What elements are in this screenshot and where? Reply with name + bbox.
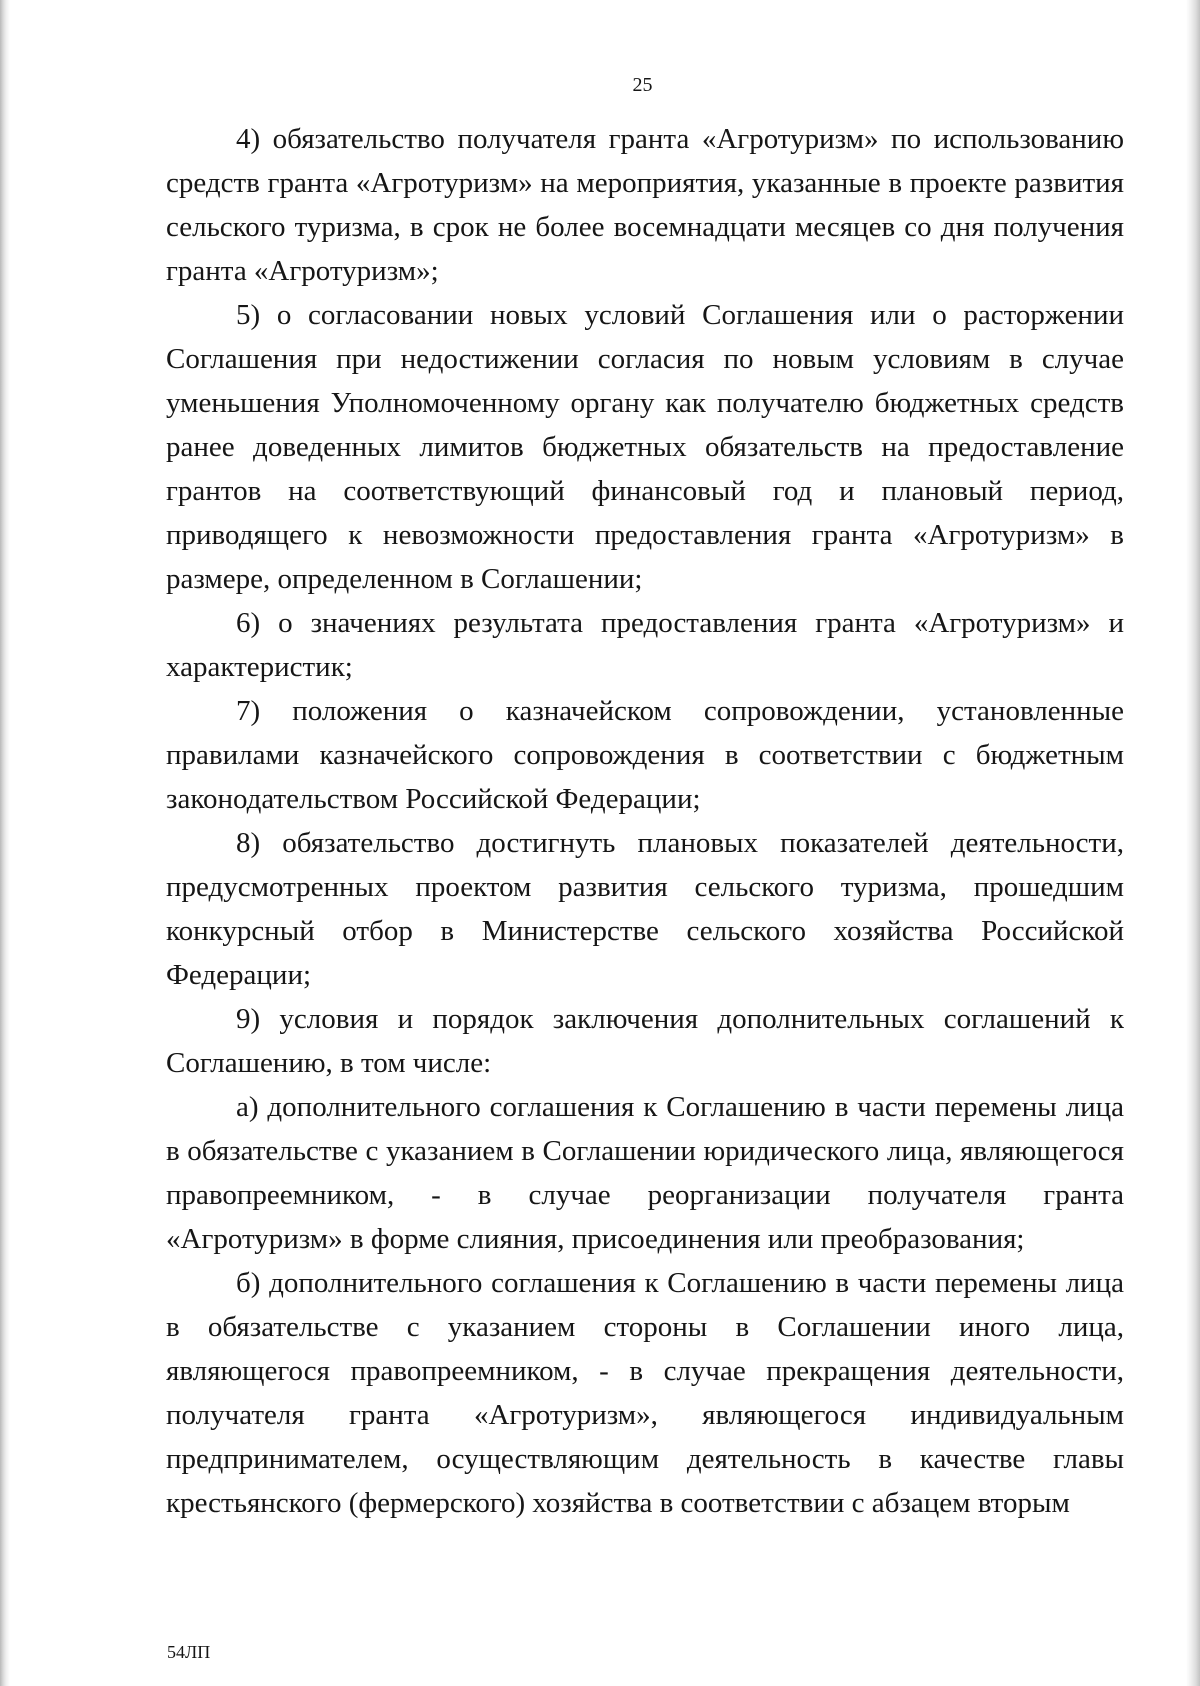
paragraph-item-8: 8) обязательство достигнуть плановых показателей деятельности, предусмотренных проектом развития сельского туризма, прошедшим конкурсный отбор в Министерстве сельского хозяйства Российской Федерации;: [166, 827, 1124, 991]
paragraph-subitem-a: а) дополнительного соглашения к Соглашению в части перемены лица в обязательстве с указанием в Соглашении юридического лица, являющегося правопреемником, - в случае реорганизации получателя гранта «Агротуризм» в форме слияния, присоединения или преобразования;: [166, 1091, 1124, 1255]
scan-edge-left: [0, 0, 10, 1686]
paragraph-item-7: 7) положения о казначейском сопровождении, установленные правилами казначейского сопровождения в соответствии с бюджетным законодательством Российской Федерации;: [166, 695, 1124, 815]
document-code: 54ЛП: [167, 1642, 211, 1662]
paragraph-subitem-b: б) дополнительного соглашения к Соглашению в части перемены лица в обязательстве с указанием стороны в Соглашении иного лица, являющегося правопреемником, - в случае прекращения деятельности, получателя гранта «Агротуризм», являющегося индивидуальным предпринимателем, осуществляющим деятельность в качестве главы крестьянского (фермерского) хозяйства в соответствии с абзацем вторым: [166, 1267, 1124, 1519]
scan-edge-right: [1186, 0, 1200, 1686]
paragraph-item-9: 9) условия и порядок заключения дополнительных соглашений к Соглашению, в том числе:: [166, 1003, 1124, 1079]
document-body: [166, 117, 1124, 1525]
paragraph-item-4: 4) обязательство получателя гранта «Агротуризм» по использованию средств гранта «Агротуризм» на мероприятия, указанные в проекте развития сельского туризма, в срок не более восемнадцати месяцев со дня получения гранта «Агротуризм»;: [166, 123, 1124, 287]
page-number: 25: [632, 74, 653, 96]
paragraph-item-6: 6) о значениях результата предоставления гранта «Агротуризм» и характеристик;: [166, 607, 1124, 683]
paragraph-item-5: 5) о согласовании новых условий Соглашения или о расторжении Соглашения при недостижении согласия по новым условиям в случае уменьшения Уполномоченному органу как получателю бюджетных средств ранее доведенных лимитов бюджетных обязательств на предоставление грантов на соответствующий финансовый год и плановый период, приводящего к невозможности предоставления гранта «Агротуризм» в размере, определенном в Соглашении;: [166, 299, 1124, 595]
